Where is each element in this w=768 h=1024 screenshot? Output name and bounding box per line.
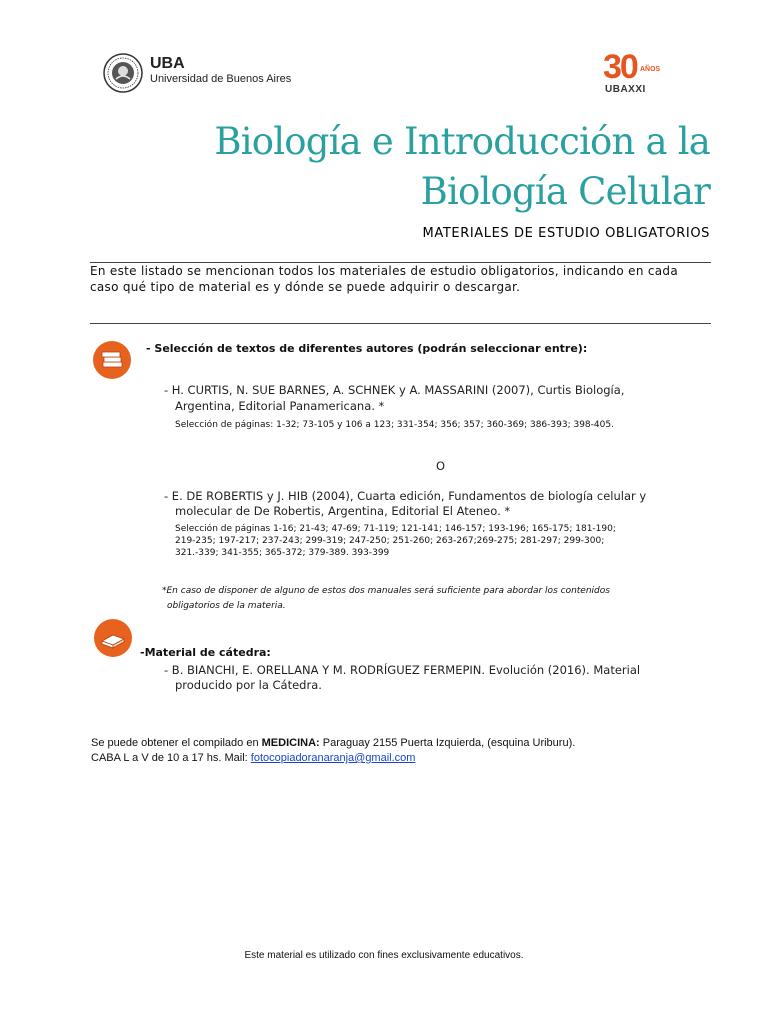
book1-line-2: Argentina, Editorial Panamericana. *	[175, 399, 385, 413]
document-subtitle: MATERIALES DE ESTUDIO OBLIGATORIOS	[422, 226, 710, 241]
manuals-note-line-2: obligatorios de la materia.	[167, 601, 286, 611]
book2-pages-1: Selección de páginas 1-16; 21-43; 47-69; 71-119; 121-141; 146-157; 193-196; 165-175; 181-190;	[175, 524, 616, 534]
logo30-anos: AÑOS	[640, 66, 661, 73]
contact-line-2	[91, 751, 731, 766]
contact-place: MEDICINA:	[261, 737, 320, 749]
books-icon	[93, 341, 131, 379]
book2-pages-3: 321.-339; 341-355; 365-372; 379-389. 393-399	[175, 548, 390, 558]
contact-hours: CABA L a V de 10 a 17 hs. Mail:	[91, 752, 251, 764]
uba-seal-logo	[103, 53, 143, 93]
uba-full-name: Universidad de Buenos Aires	[150, 73, 292, 85]
catedra-item-line-2: producido por la Cátedra.	[175, 678, 322, 692]
or-separator: O	[436, 459, 446, 473]
title-line-1: Biología e Introducción a la	[214, 120, 710, 163]
section1-heading: - Selección de textos de diferentes autores (podrán seleccionar entre):	[146, 342, 588, 355]
divider-bottom	[90, 323, 711, 324]
logo30-ubaxxi: UBAXXI	[605, 84, 646, 95]
document-title	[214, 117, 710, 217]
contact-address: Paraguay 2155 Puerta Izquierda, (esquina Uriburu).	[319, 737, 576, 749]
section2-heading: -Material de cátedra:	[140, 646, 271, 659]
intro-line-2: caso qué tipo de material es y dónde se puede adquirir o descargar.	[90, 280, 521, 294]
uba-short-name: UBA	[150, 55, 185, 72]
title-line-2: Biología Celular	[420, 170, 710, 213]
book2-line-2: molecular de De Robertis, Argentina, Editorial El Ateneo. *	[175, 504, 511, 518]
ubaxxi-30-years-logo	[603, 50, 661, 98]
book1-line-1: - H. CURTIS, N. SUE BARNES, A. SCHNEK y A. MASSARINI (2007), Curtis Biología,	[164, 383, 625, 397]
contact-line-1	[91, 736, 731, 751]
catedra-item-line-1: - B. BIANCHI, E. ORELLANA Y M. RODRÍGUEZ FERMEPIN. Evolución (2016). Material	[164, 663, 641, 677]
book2-pages-2: 219-235; 197-217; 237-243; 299-319; 247-250; 251-260; 263-267;269-275; 281-297; 299-300;	[175, 536, 605, 546]
book2-line-1: - E. DE ROBERTIS y J. HIB (2004), Cuarta edición, Fundamentos de biología celular y	[164, 489, 647, 503]
book1-pages: Selección de páginas: 1-32; 73-105 y 106 a 123; 331-354; 356; 357; 360-369; 386-393; 398-405.	[175, 420, 614, 430]
book-icon	[94, 619, 132, 657]
manuals-note-line-1: *En caso de disponer de alguno de estos dos manuales será suficiente para abordar los contenidos	[162, 586, 610, 596]
contact-email-link[interactable]: fotocopiadoranaranja@gmail.com	[250, 752, 416, 764]
contact-prefix: Se puede obtener el compilado en	[91, 737, 262, 749]
intro-paragraph	[90, 263, 715, 295]
footer-disclaimer: Este material es utilizado con fines exclusivamente educativos.	[244, 950, 524, 961]
intro-line-1: En este listado se mencionan todos los materiales de estudio obligatorios, indicando en cada	[90, 264, 678, 278]
uba-wordmark	[150, 56, 291, 86]
logo30-number: 30	[603, 48, 637, 86]
